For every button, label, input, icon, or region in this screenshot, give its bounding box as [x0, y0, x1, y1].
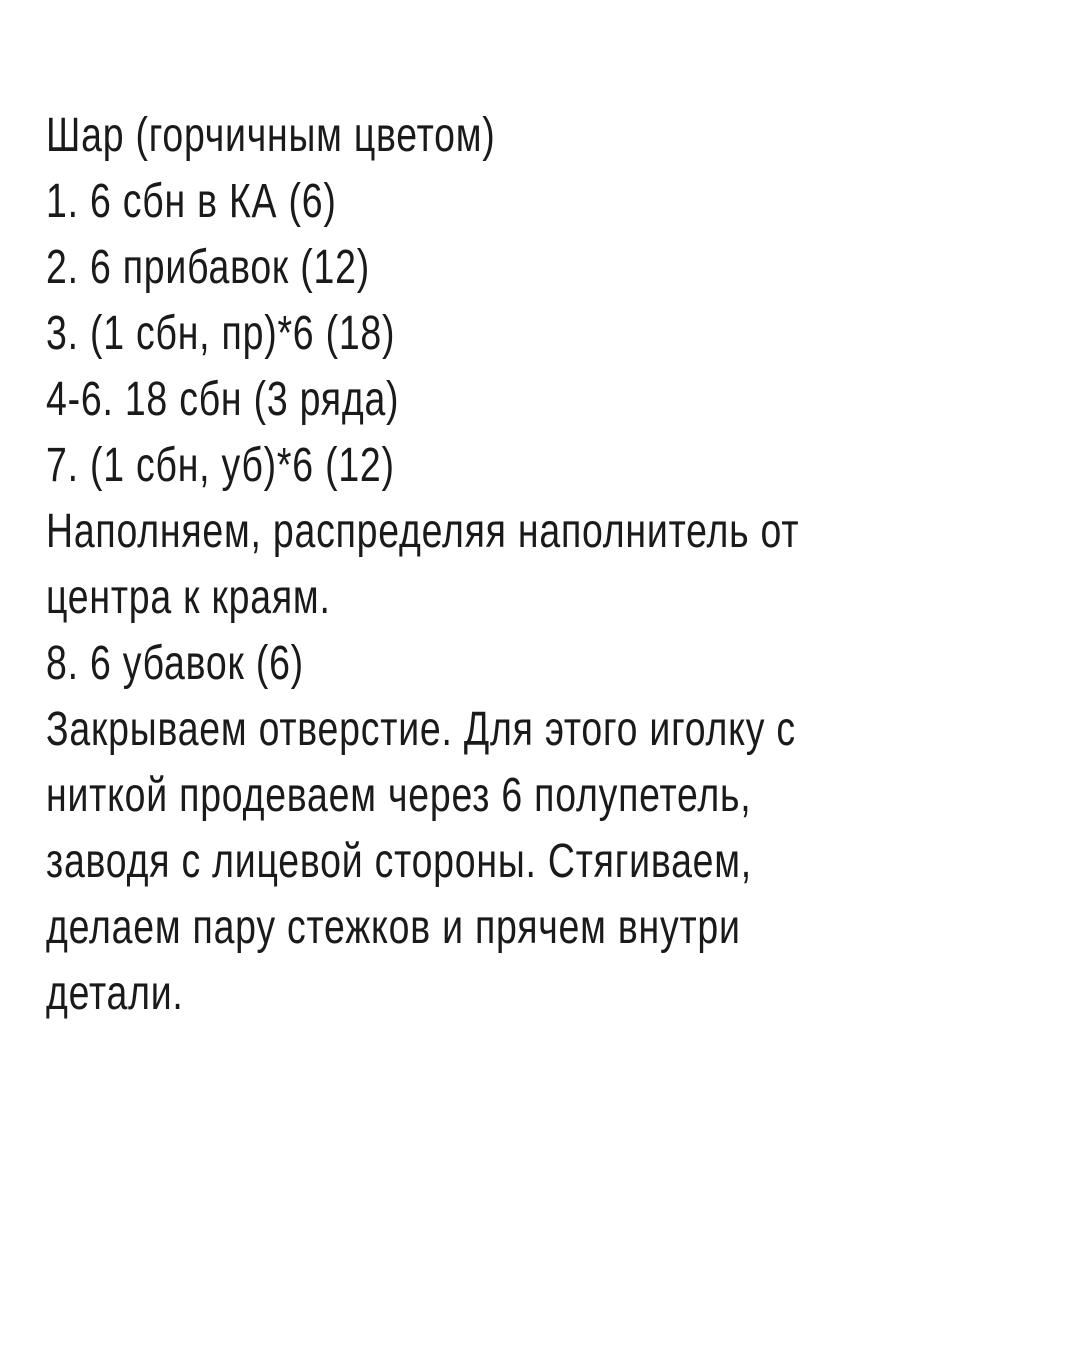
pattern-line-9: Закрываем отверстие. Для этого иголку с [46, 703, 796, 756]
pattern-line-11: заводя с лицевой стороны. Стягиваем, [46, 835, 752, 888]
pattern-line-3: 3. (1 сбн, пр)*6 (18) [46, 307, 396, 360]
pattern-text-block [46, 103, 1056, 1027]
pattern-line-7: центра к краям. [46, 571, 331, 624]
pattern-line-1: 1. 6 сбн в КА (6) [46, 175, 337, 228]
pattern-line-2: 2. 6 прибавок (12) [46, 241, 370, 294]
pattern-title: Шар (горчичным цветом) [46, 109, 496, 162]
pattern-line-10: ниткой продеваем через 6 полупетель, [46, 769, 752, 822]
pattern-line-8: 8. 6 убавок (6) [46, 637, 304, 690]
pattern-line-5: 7. (1 сбн, уб)*6 (12) [46, 439, 395, 492]
pattern-line-6: Наполняем, распределяя наполнитель от [46, 505, 800, 558]
pattern-line-13: детали. [46, 967, 184, 1020]
pattern-line-12: делаем пару стежков и прячем внутри [46, 901, 741, 954]
pattern-line-4: 4-6. 18 сбн (3 ряда) [46, 373, 400, 426]
